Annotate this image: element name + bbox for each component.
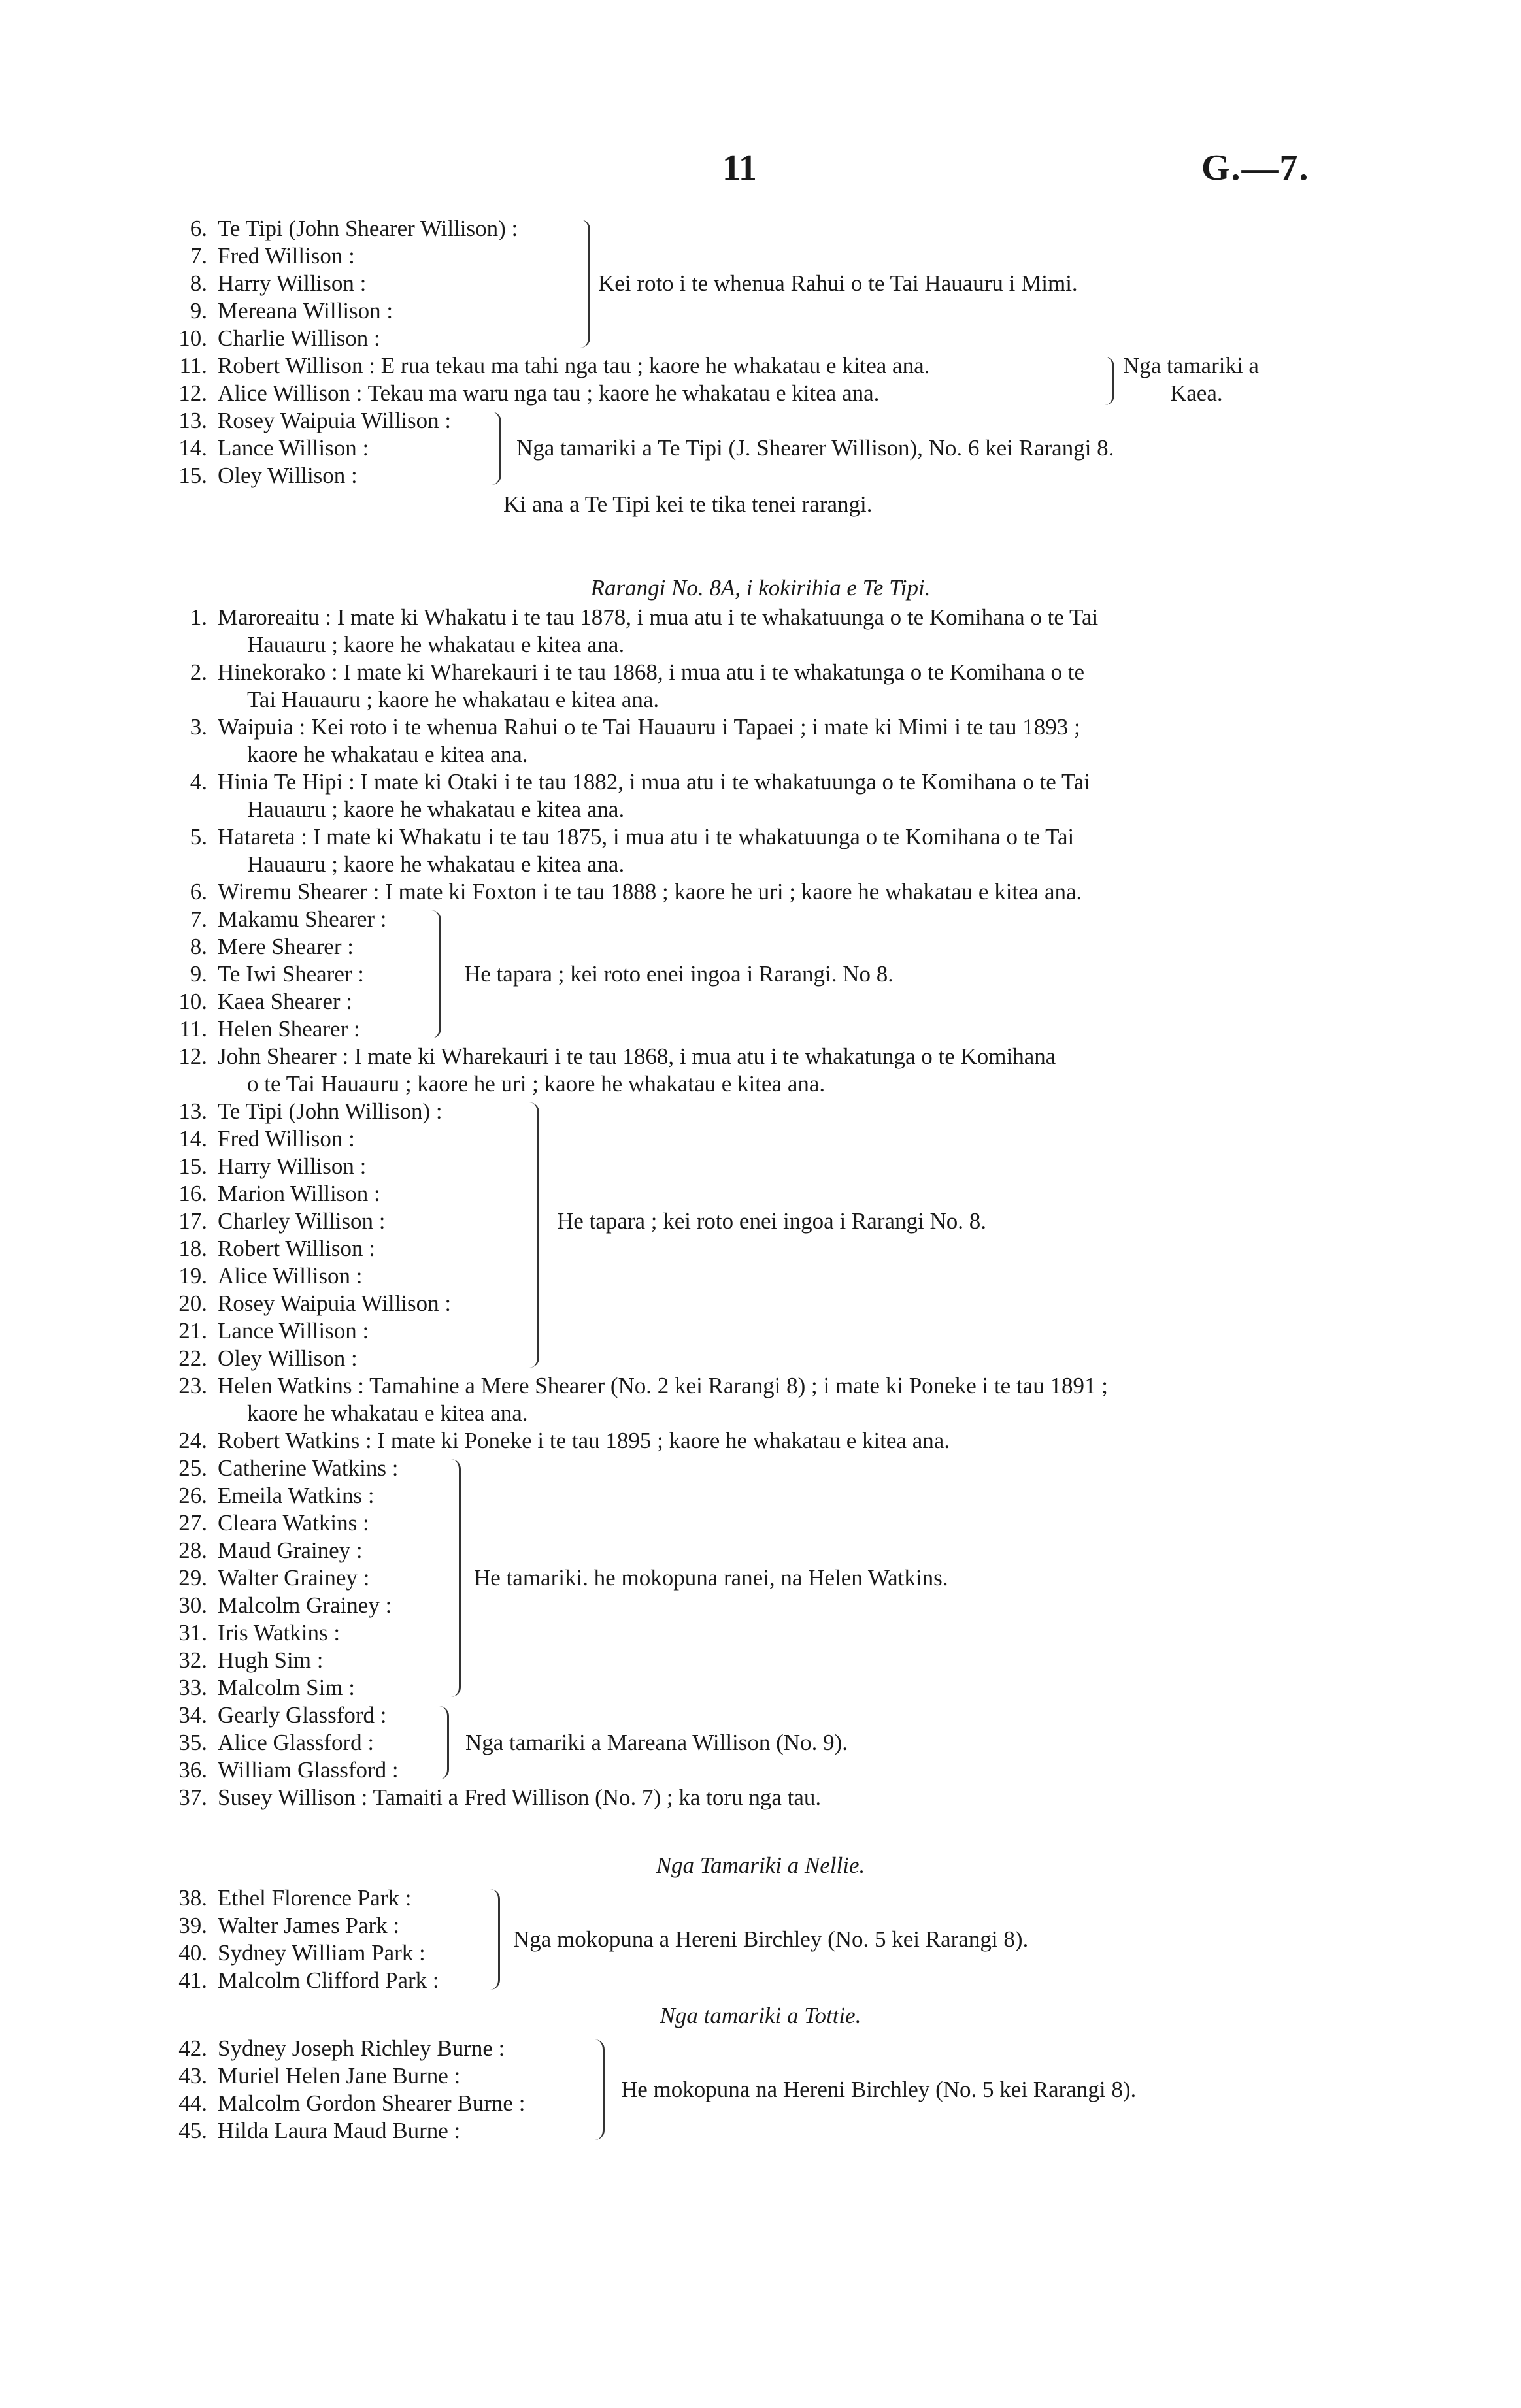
list-item: 19. Alice Willison :: [178, 1263, 363, 1289]
list-item: 40. Sydney William Park :: [178, 1940, 426, 1966]
group-note: He tamariki. he mokopuna ranei, na Helen Watkins.: [474, 1565, 948, 1591]
group-note: He tapara ; kei roto enei ingoa i Rarangi No. 8.: [557, 1208, 987, 1234]
group-note: Kei roto i te whenua Rahui o te Tai Hauauru i Mimi.: [598, 271, 1078, 296]
list-item-continuation: o te Tai Hauauru ; kaore he uri ; kaore he whakatau e kitea ana.: [247, 1071, 826, 1097]
group-brace: [439, 1706, 449, 1779]
list-item: 11. Helen Shearer :: [179, 1016, 360, 1042]
group-brace: [490, 1889, 500, 1990]
list-item: 7. Fred Willison :: [190, 243, 355, 269]
list-item: 13. Te Tipi (John Willison) :: [178, 1098, 443, 1124]
list-item: 8. Harry Willison :: [190, 271, 367, 296]
list-item: 42. Sydney Joseph Richley Burne :: [178, 2036, 505, 2061]
list-item: 9. Te Iwi Shearer :: [190, 961, 364, 987]
section-heading: Nga Tamariki a Nellie.: [656, 1853, 865, 1878]
group-brace: [492, 412, 501, 485]
list-item: 28. Maud Grainey :: [178, 1538, 363, 1563]
group-note: Kaea.: [1170, 380, 1223, 406]
list-item: 6. Te Tipi (John Shearer Willison) :: [190, 216, 518, 241]
list-item: 1. Maroreaitu : I mate ki Whakatu i te tau 1878, i mua atu i te whakatuunga o te Komihana o te Tai: [190, 604, 1099, 630]
list-item: 4. Hinia Te Hipi : I mate ki Otaki i te tau 1882, i mua atu i te whakatuunga o te Komihana o te Tai: [190, 769, 1091, 795]
list-item: 5. Hatareta : I mate ki Whakatu i te tau 1875, i mua atu i te whakatuunga o te Komihana o te Tai: [190, 824, 1075, 849]
list-item: 7. Makamu Shearer :: [190, 906, 387, 932]
list-item: 21. Lance Willison :: [178, 1318, 369, 1344]
group-brace: [529, 1102, 539, 1368]
page-number: 11: [722, 148, 757, 188]
group-brace: [580, 220, 590, 348]
list-item: 17. Charley Willison :: [178, 1208, 386, 1234]
group-brace: [431, 910, 441, 1038]
list-item: 8. Mere Shearer :: [190, 934, 354, 959]
list-item: 15. Oley Willison :: [178, 463, 358, 488]
list-item-continuation: Hauauru ; kaore he whakatau e kitea ana.: [247, 851, 625, 877]
section-heading: Rarangi No. 8A, i kokirihia e Te Tipi.: [590, 575, 931, 601]
list-item: 44. Malcolm Gordon Shearer Burne :: [178, 2090, 526, 2116]
list-item: 23. Helen Watkins : Tamahine a Mere Shearer (No. 2 kei Rarangi 8) ; i mate ki Poneke i te tau 1891 ;: [178, 1373, 1108, 1398]
group-note: He mokopuna na Hereni Birchley (No. 5 kei Rarangi 8).: [621, 2077, 1137, 2102]
list-item: 24. Robert Watkins : I mate ki Poneke i te tau 1895 ; kaore he whakatau e kitea ana.: [178, 1428, 950, 1453]
list-item: 13. Rosey Waipuia Willison :: [178, 408, 452, 433]
list-item: 31. Iris Watkins :: [178, 1620, 341, 1645]
list-item: 11. Robert Willison : E rua tekau ma tahi nga tau ; kaore he whakatau e kitea ana.: [179, 353, 930, 378]
group-note: Nga mokopuna a Hereni Birchley (No. 5 kei Rarangi 8).: [513, 1926, 1029, 1952]
list-item: 18. Robert Willison :: [178, 1236, 376, 1261]
list-item: 25. Catherine Watkins :: [178, 1455, 399, 1481]
list-item: 14. Fred Willison :: [178, 1126, 355, 1151]
group-note: Nga tamariki a Mareana Willison (No. 9).: [465, 1730, 848, 1755]
list-item: 43. Muriel Helen Jane Burne :: [178, 2063, 461, 2088]
list-item: 41. Malcolm Clifford Park :: [178, 1968, 439, 1993]
group-note: He tapara ; kei roto enei ingoa i Rarangi. No 8.: [464, 961, 894, 987]
list-item: 27. Cleara Watkins :: [178, 1510, 369, 1536]
list-item: 39. Walter James Park :: [178, 1913, 400, 1938]
list-item: 26. Emeila Watkins :: [178, 1483, 375, 1508]
list-item: 32. Hugh Sim :: [178, 1647, 324, 1673]
page-header: [0, 147, 1521, 186]
list-item: 9. Mereana Willison :: [190, 298, 393, 323]
list-item: 2. Hinekorako : I mate ki Wharekauri i te tau 1868, i mua atu i te whakatunga o te Komihana o te: [190, 659, 1085, 685]
group-brace: [451, 1459, 461, 1697]
list-item: 22. Oley Willison :: [178, 1345, 358, 1371]
list-item: 38. Ethel Florence Park :: [178, 1885, 412, 1911]
list-item: 45. Hilda Laura Maud Burne :: [178, 2118, 461, 2143]
list-item: 34. Gearly Glassford :: [178, 1702, 387, 1728]
group-brace: [595, 2039, 605, 2140]
list-item: 37. Susey Willison : Tamaiti a Fred Willison (No. 7) ; ka toru nga tau.: [178, 1785, 822, 1810]
list-item: 6. Wiremu Shearer : I mate ki Foxton i te tau 1888 ; kaore he uri ; kaore he whakatau e kitea ana.: [190, 879, 1082, 904]
list-item-continuation: Hauauru ; kaore he whakatau e kitea ana.: [247, 632, 625, 657]
group-brace: [1105, 357, 1114, 405]
list-item: 15. Harry Willison :: [178, 1153, 367, 1179]
list-item-continuation: kaore he whakatau e kitea ana.: [247, 1400, 528, 1426]
list-item-continuation: Tai Hauauru ; kaore he whakatau e kitea ana.: [247, 687, 660, 712]
list-item: 16. Marion Willison :: [178, 1181, 380, 1206]
list-item: 12. John Shearer : I mate ki Wharekauri i te tau 1868, i mua atu i te whakatunga o te Komihana: [178, 1044, 1056, 1069]
list-item: 20. Rosey Waipuia Willison :: [178, 1291, 452, 1316]
list-item: 36. William Glassford :: [178, 1757, 399, 1783]
list-item: 35. Alice Glassford :: [178, 1730, 375, 1755]
list-item: 29. Walter Grainey :: [178, 1565, 370, 1591]
list-item: 30. Malcolm Grainey :: [178, 1592, 392, 1618]
list-item-continuation: kaore he whakatau e kitea ana.: [247, 742, 528, 767]
list-item: 33. Malcolm Sim :: [178, 1675, 355, 1700]
section-heading: Nga tamariki a Tottie.: [660, 2003, 861, 2028]
closing-statement: Ki ana a Te Tipi kei te tika tenei rarangi.: [503, 491, 873, 517]
list-item: 10. Kaea Shearer :: [178, 989, 352, 1014]
document-reference: G.—7.: [1201, 148, 1310, 188]
list-item: 14. Lance Willison :: [178, 435, 369, 461]
list-item: 12. Alice Willison : Tekau ma waru nga tau ; kaore he whakatau e kitea ana.: [178, 380, 880, 406]
group-note: Nga tamariki a Te Tipi (J. Shearer Willison), No. 6 kei Rarangi 8.: [516, 435, 1114, 461]
list-item: 10. Charlie Willison :: [178, 325, 380, 351]
list-item: 3. Waipuia : Kei roto i te whenua Rahui o te Tai Hauauru i Tapaei ; i mate ki Mimi i te tau 1893 ;: [190, 714, 1080, 740]
group-note: Nga tamariki a: [1123, 353, 1259, 378]
list-item-continuation: Hauauru ; kaore he whakatau e kitea ana.: [247, 797, 625, 822]
